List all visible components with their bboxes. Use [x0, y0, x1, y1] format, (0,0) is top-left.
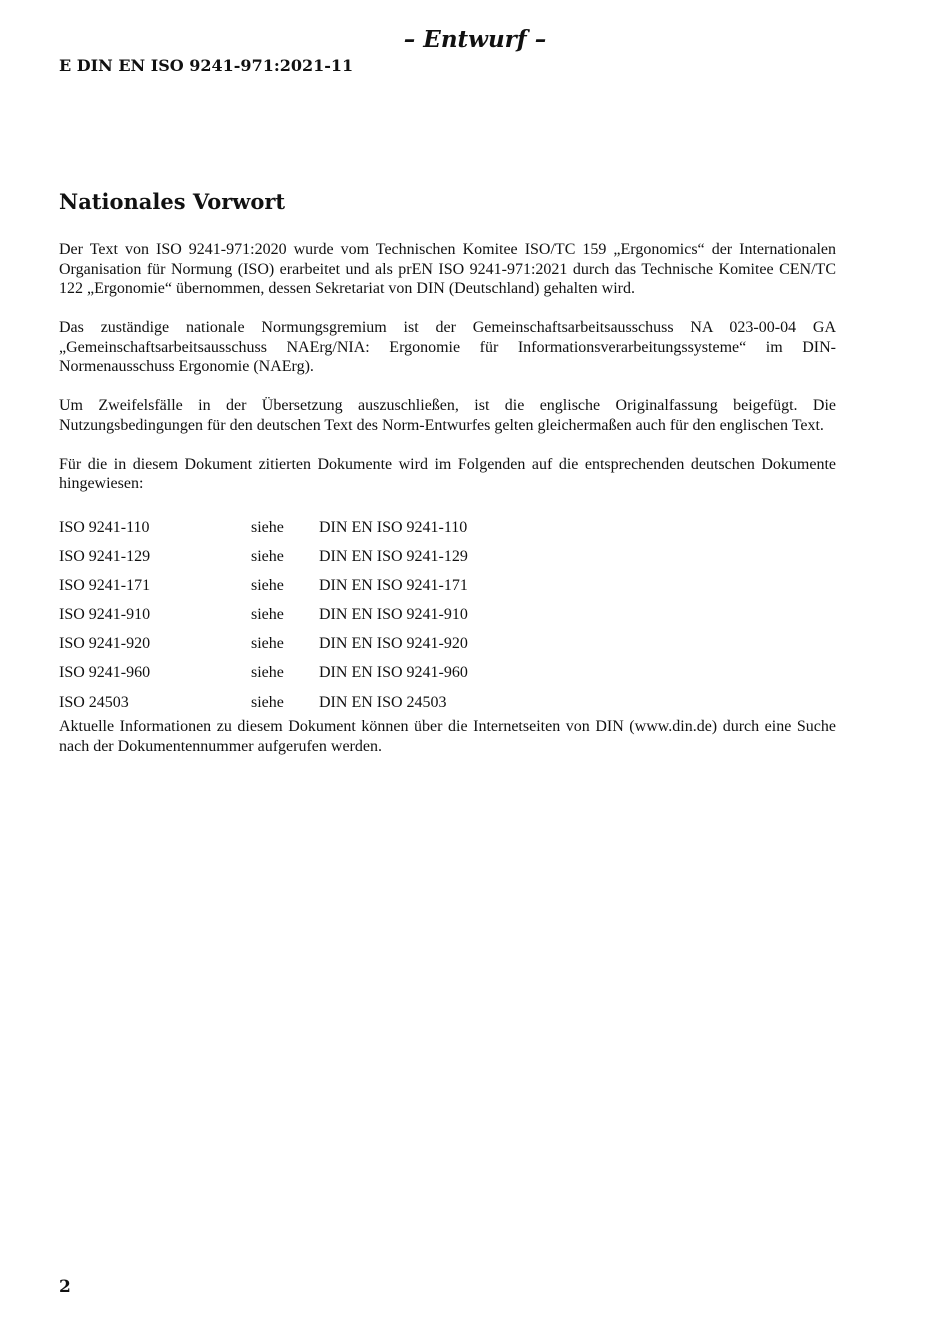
document-id: E DIN EN ISO 9241-971:2021-11: [59, 56, 354, 75]
document-body: [59, 240, 836, 756]
reference-iso: ISO 9241-171: [59, 576, 151, 594]
reference-din: DIN EN ISO 9241-920: [319, 635, 468, 653]
reference-row: [59, 576, 836, 605]
closing-paragraph: Aktuelle Informationen zu diesem Dokument können über die Internetseiten von DIN (www.din.de) durch eine Suche nach der Dokumentennummer aufgerufen werden.: [59, 718, 836, 755]
reference-din: DIN EN ISO 9241-960: [319, 664, 468, 682]
reference-iso: ISO 9241-920: [59, 635, 151, 653]
reference-row: [59, 605, 836, 634]
reference-iso: ISO 9241-129: [59, 547, 151, 565]
reference-separator: siehe: [251, 576, 284, 594]
paragraph: Um Zweifelsfälle in der Übersetzung auszuschließen, ist die englische Originalfassung beigefügt. Die Nutzungsbedingungen für den deutschen Text des Norm-Entwurfes gelten gleichermaßen auch für den englischen Text.: [59, 397, 836, 434]
reference-row: [59, 547, 836, 576]
paragraph: Der Text von ISO 9241-971:2020 wurde vom Technischen Komitee ISO/TC 159 „Ergonomics“ der Internationalen Organisation für Normung (ISO) erarbeitet und als prEN ISO 9241-971:2021 durch das Technische Komitee CEN/TC 122 „Ergonomie“ übernommen, dessen Sekretariat von DIN (Deutschland) gehalten wird.: [59, 241, 836, 297]
reference-row: [59, 663, 836, 692]
reference-separator: siehe: [251, 518, 284, 536]
reference-separator: siehe: [251, 547, 284, 565]
reference-din: DIN EN ISO 9241-910: [319, 606, 468, 624]
reference-iso: ISO 9241-110: [59, 518, 150, 536]
reference-din: DIN EN ISO 9241-171: [319, 576, 468, 594]
paragraph: Für die in diesem Dokument zitierten Dokumente wird im Folgenden auf die entsprechenden deutschen Dokumente hingewiesen:: [59, 455, 836, 492]
reference-iso: ISO 9241-910: [59, 606, 151, 624]
page-number: 2: [59, 1277, 71, 1297]
paragraph: Das zuständige nationale Normungsgremium ist der Gemeinschaftsarbeitsausschuss NA 023-00-04 GA „Gemeinschaftsarbeitsausschuss NAErg/NIA: Ergonomie für Informationsverarbeitungssysteme“ im DIN-Normenausschuss Ergonomie (NAErg).: [59, 319, 836, 375]
reference-iso: ISO 24503: [59, 693, 129, 711]
draft-label: – Entwurf –: [403, 26, 547, 53]
reference-din: DIN EN ISO 9241-129: [319, 547, 468, 565]
reference-separator: siehe: [251, 635, 284, 653]
reference-row: [59, 634, 836, 663]
reference-list: [59, 518, 836, 713]
reference-row: [59, 518, 836, 547]
reference-row: [59, 693, 836, 713]
reference-separator: siehe: [251, 693, 284, 711]
reference-separator: siehe: [251, 664, 284, 682]
reference-separator: siehe: [251, 606, 284, 624]
reference-din: DIN EN ISO 24503: [319, 693, 447, 711]
reference-iso: ISO 9241-960: [59, 664, 151, 682]
section-title: Nationales Vorwort: [59, 189, 286, 214]
reference-din: DIN EN ISO 9241-110: [319, 518, 468, 536]
